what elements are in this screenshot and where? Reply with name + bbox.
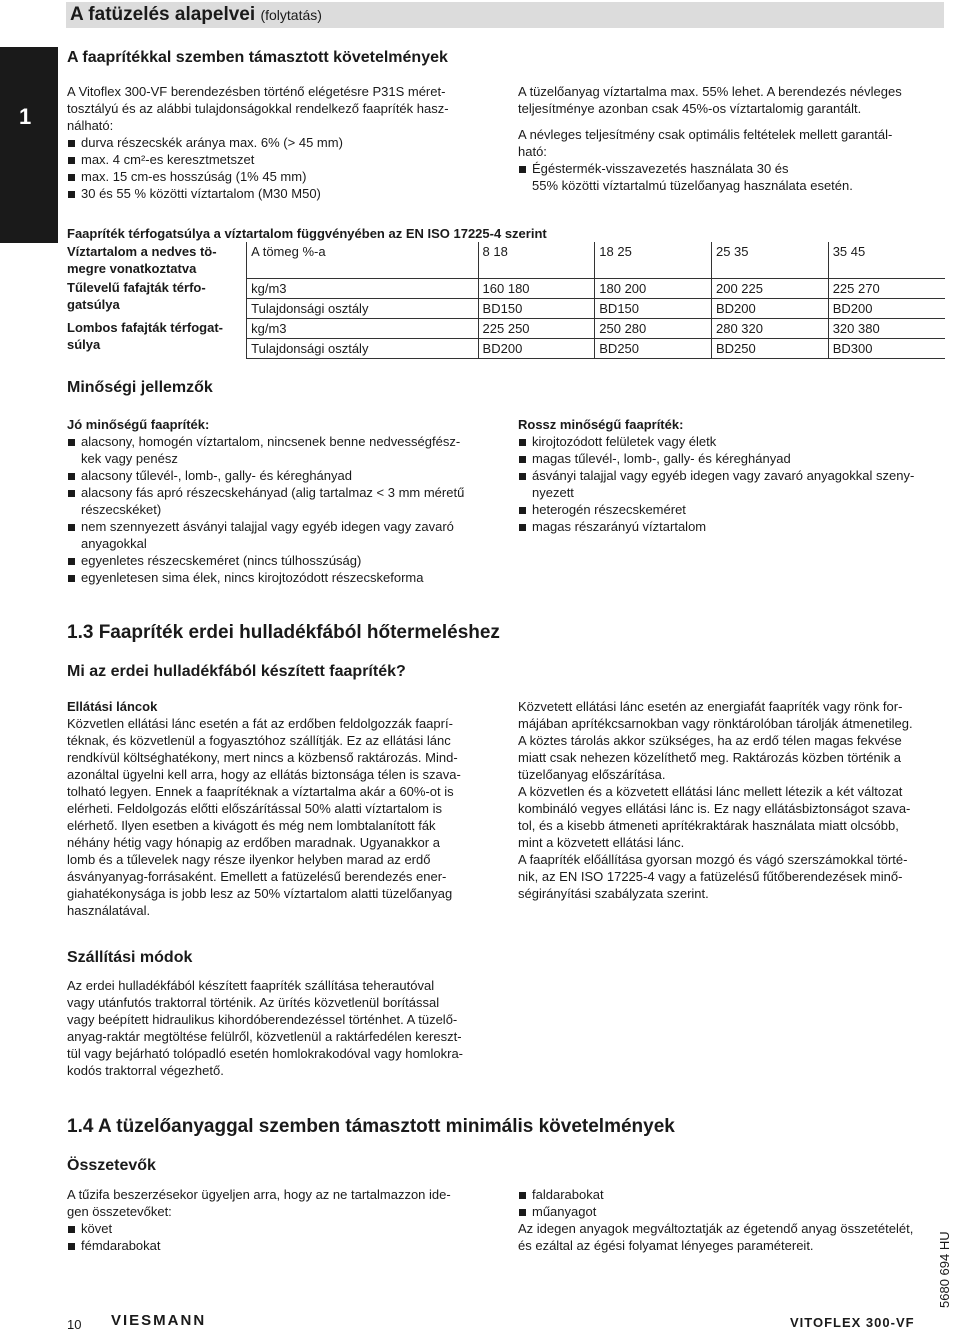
requirement-bullet: 30 és 55 % közötti víztartalom (M30 M50) (67, 185, 487, 202)
page-header-title (70, 4, 322, 26)
viessmann-logo (111, 1312, 206, 1330)
row-label: Tűlevelű fafajták térfo- gatsúlya (67, 280, 206, 312)
good-quality-bullet: egyenletes részecskeméret (nincs túlhosszúság) (67, 552, 487, 569)
section-1-3-subheading: Mi az erdei hulladékfából készített faapríték? (67, 663, 406, 680)
bad-quality-bullet: ásványi talajjal vagy egyéb idegen vagy zavaró anyagokkal szeny- nyezett (518, 467, 944, 501)
section-1-4-subheading: Összetevők (67, 1157, 156, 1174)
table-cell: BD200 (828, 298, 945, 318)
bulk-density-table (67, 242, 945, 359)
table-cell: BD300 (828, 338, 945, 358)
chapter-tab-label: 1 (19, 104, 32, 129)
table-cell: 320 380 (828, 318, 945, 338)
bulk-density-grid (67, 242, 945, 359)
document-code (936, 1215, 960, 1325)
requirements-right-column (518, 83, 944, 194)
quality-heading: Minőségi jellemzők (67, 379, 213, 396)
transport-text: Az erdei hulladékfából készített faapríték szállítása teherautóval vagy utánfutós traktorral történik. Az ürítés közvetlenül borítással vagy beépített hidraulikus kihordóberendezéssel történhet. A tüzelő- anyag-raktár megtöltése felülről, közvetlenül a raktárfedélen kereszt- tül vagy bejárható tolópadló esetén homlokrakodóval vagy homlokra- kodós traktorral végezhető. (67, 978, 464, 1078)
table-cell: 35 45 (828, 242, 945, 278)
row-unit: A tömeg %-a (247, 242, 478, 278)
table-cell: BD200 (711, 298, 828, 318)
table-cell: BD250 (595, 338, 712, 358)
transport-heading: Szállítási módok (67, 949, 193, 966)
indirect-supply-text: Közvetett ellátási lánc esetén az energiafát faapríték vagy rönk for- májában aprítékcsarnokban vagy rönktárolóban tárolják átmenetileg. A köztes tárolás akkor szükséges, ha az erdő télen magas fekvése miatt csak nehezen közelíthető meg. Raktározás közben történik a tüzelőanyag előszárítása. (518, 699, 913, 782)
transport-column (67, 977, 497, 1079)
table-cell: 225 250 (478, 318, 595, 338)
chapter-tab (0, 47, 58, 243)
header-subtitle: (folytatás) (260, 7, 322, 23)
supply-chain-title: Ellátási láncok (67, 699, 158, 714)
table-cell: BD200 (478, 338, 595, 358)
moisture-note: A tüzelőanyag víztartalma max. 55% lehet. A berendezés névleges teljesítménye azonban csak 45%-os víztartalomig garantált. (518, 84, 902, 116)
bad-quality-bullet: magas tűlevél-, lomb-, gally- és kéreghányad (518, 450, 944, 467)
table-cell: BD250 (711, 338, 828, 358)
production-text: A faapríték előállítása gyorsan mozgó és vágó szerszámokkal törté- nik, az EN ISO 17225-4 vagy a fatüzelésű fűtőberendezések minő- ségirányítási szabályzata szerint. (518, 852, 908, 901)
foreign-matter-bullet: műanyagot (518, 1203, 944, 1220)
viessmann-logo-text: VIESMANN (111, 1312, 207, 1329)
header-title-text: A fatüzelés alapelvei (70, 4, 256, 25)
row-label: Víztartalom a nedves tö- megre vonatkoztatva (67, 244, 217, 276)
supply-chain-right (518, 698, 944, 902)
components-left (67, 1186, 497, 1254)
row-unit: kg/m3 (247, 278, 478, 298)
row-unit: kg/m3 (247, 318, 478, 338)
foreign-matter-bullet: követ (67, 1220, 497, 1237)
bad-quality-bullet: kirojtozódott felületek vagy életk (518, 433, 944, 450)
table-cell: 250 280 (595, 318, 712, 338)
requirement-bullet: max. 15 cm-es hosszúság (1% 45 mm) (67, 168, 487, 185)
row-unit: Tulajdonsági osztály (247, 298, 478, 318)
requirement-bullet: durva részecskék aránya max. 6% (> 45 mm) (67, 134, 487, 151)
foreign-matter-bullet: faldarabokat (518, 1186, 944, 1203)
good-quality-bullet: nem szennyezett ásványi talajjal vagy egyéb idegen vagy zavaró anyagokkal (67, 518, 487, 552)
table-cell: BD150 (595, 298, 712, 318)
table-cell: 200 225 (711, 278, 828, 298)
components-intro: A tűzifa beszerzésekor ügyeljen arra, hogy az ne tartalmazzon ide- gen összetevőket: (67, 1187, 451, 1219)
requirement-bullet: max. 4 cm²-es keresztmetszet (67, 151, 487, 168)
requirements-heading: A faaprítékkal szemben támasztott követelmények (67, 49, 448, 66)
good-quality-bullet: egyenletesen sima élek, nincs kirojtozódott részecskeforma (67, 569, 487, 586)
requirements-left-column (67, 83, 487, 202)
table-row (67, 318, 945, 338)
bad-quality-title: Rossz minőségű faapríték: (518, 417, 684, 432)
table-cell: 225 270 (828, 278, 945, 298)
page-number: 10 (67, 1317, 82, 1332)
bad-quality-column (518, 416, 944, 535)
mixed-supply-text: A közvetlen és a közvetett ellátási lánc mellett létezik a két változat kombináló vegyes ellátási lánc is. Ez nagy ellátásbiztonságot szava- tol, és a kisebb átmeneti aprítékraktárak használata miatt olcsóbb, mint a közvetett ellátási lánc. (518, 784, 911, 850)
table-cell: 280 320 (711, 318, 828, 338)
foreign-matter-effect: Az idegen anyagok megváltoztatják az égetendő anyag összetételét, és ezáltal az égési folyamat lényeges paramétereit. (518, 1221, 914, 1253)
vitoflex-logo (790, 1314, 915, 1331)
good-quality-bullet: alacsony, homogén víztartalom, nincsenek benne nedvességfész- kek vagy penész (67, 433, 487, 467)
good-quality-bullet: alacsony tűlevél-, lomb-, gally- és kéreghányad (67, 467, 487, 484)
supply-chain-left (67, 698, 497, 919)
table-cell: 160 180 (478, 278, 595, 298)
section-1-4-heading: 1.4 A tüzelőanyaggal szemben támasztott minimális követelmények (67, 1116, 675, 1137)
table-cell: 180 200 (595, 278, 712, 298)
row-unit: Tulajdonsági osztály (247, 338, 478, 358)
good-quality-bullet: alacsony fás apró részecskehányad (alig tartalmaz < 3 mm méretű részecskéket) (67, 484, 487, 518)
document-code-text: 5680 694 HU (937, 1231, 952, 1308)
table-cell: 18 25 (595, 242, 712, 278)
foreign-matter-bullet: fémdarabokat (67, 1237, 497, 1254)
table-caption: Faapríték térfogatsúlya a víztartalom függvényében az EN ISO 17225-4 szerint (67, 226, 547, 241)
table-cell: 25 35 (711, 242, 828, 278)
requirements-intro: A Vitoflex 300-VF berendezésben történő elégetésre P31S méret- tosztályú és az alábbi tulajdonságokkal rendelkező faapríték hasz- nálható: (67, 84, 449, 133)
components-right (518, 1186, 944, 1254)
table-cell: 8 18 (478, 242, 595, 278)
row-label: Lombos fafajták térfogat- súlya (67, 320, 224, 352)
section-1-3-heading: 1.3 Faapríték erdei hulladékfából hőtermeléshez (67, 622, 500, 643)
flue-gas-bullet: Égéstermék-visszavezetés használata 30 és 55% közötti víztartalmú tüzelőanyag használata esetén. (518, 160, 944, 194)
table-row (67, 242, 945, 278)
vitoflex-logo-text: VITOFLEX 300-VF (790, 1315, 915, 1330)
table-row (67, 278, 945, 298)
bad-quality-bullet: heterogén részecskeméret (518, 501, 944, 518)
good-quality-title: Jó minőségű faapríték: (67, 417, 210, 432)
direct-supply-text: Közvetlen ellátási lánc esetén a fát az erdőben feldolgozzák faaprí- téknak, és közvetlenül a fogyasztóhoz szállítják. Ez az ellátási lánc rendkívül költséghatékony, mert nincs a közbenső raktározás. Mind- azonáltal ügyelni kell arra, hogy az ellátás biztonsága télen is szava- tolható legyen. Ennek a faaprítéknak a víztartalma akár a 60%-ot is elérheti. Feldolgozás előtti előszárítással 50% alatti víztartalom is elérhető. Ilyen esetben a kivágott és még nem lombtalanított fák néhány hétig vagy hónapig az erdőben maradnak. Ugyanakkor a lomb és a tűlevelek nagy része ilyenkor helyben marad az erdő ásványanyag-forrásaként. Emellett a fatüzelésű berendezés ener- giahatékonysága is jobb lesz az 50% víztartalom alatti tüzelőanyag használatával. (67, 716, 461, 918)
nominal-output-note: A névleges teljesítmény csak optimális feltételek mellett garantál- ható: (518, 127, 893, 159)
good-quality-column (67, 416, 487, 586)
table-cell: BD150 (478, 298, 595, 318)
bad-quality-bullet: magas részarányú víztartalom (518, 518, 944, 535)
